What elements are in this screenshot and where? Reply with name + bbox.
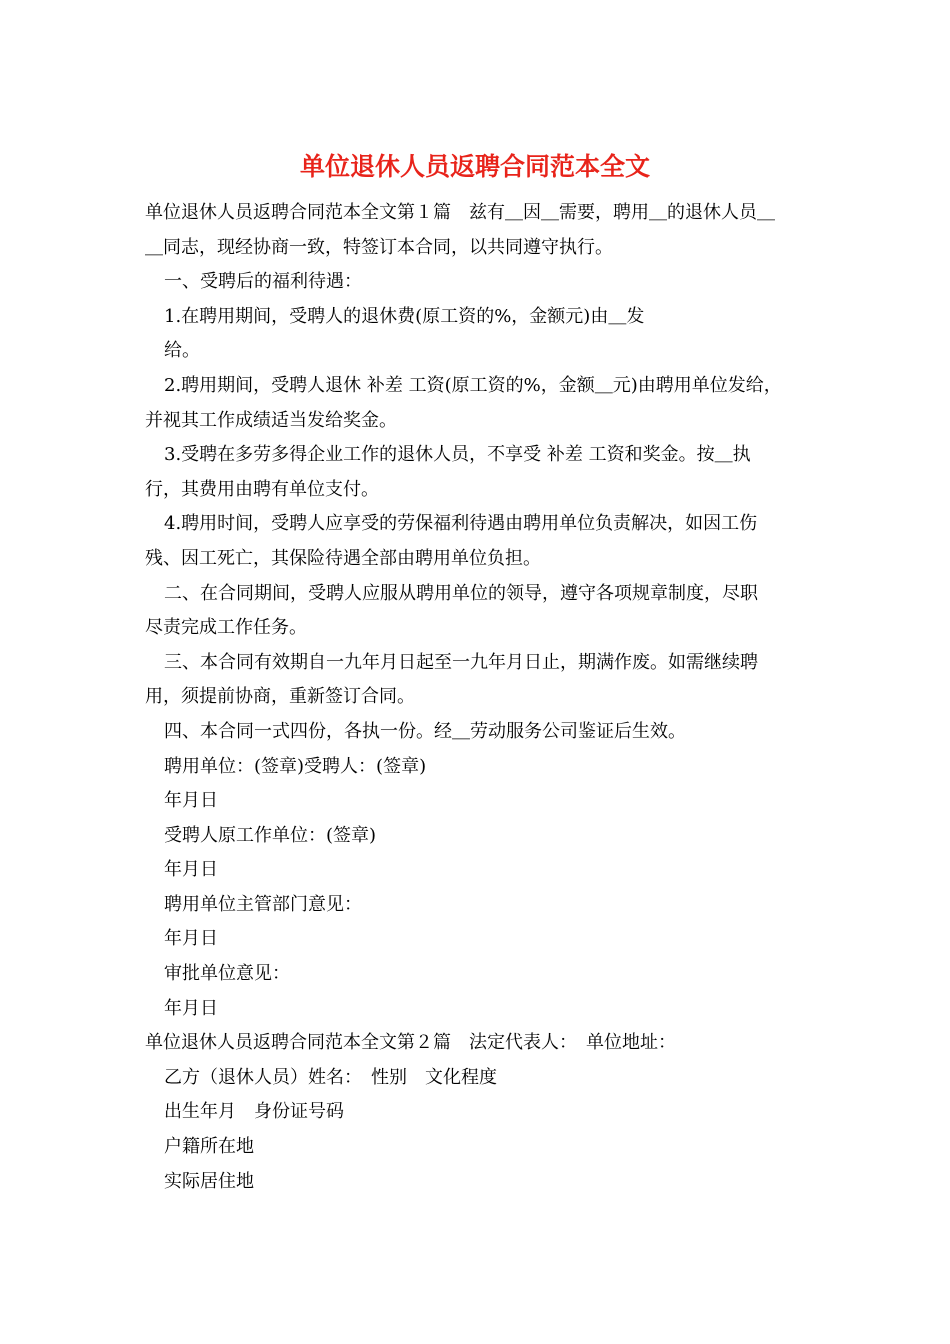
form-field-line: 出生年月 身份证号码 <box>164 1101 344 1123</box>
paragraph-line: 4.聘用时间，受聘人应享受的劳保福利待遇由聘用单位负责解决，如因工伤 <box>164 513 758 535</box>
date-line: 年月日 <box>164 997 218 1019</box>
date-line: 年月日 <box>164 859 218 881</box>
paragraph-line: 尽责完成工作任务。 <box>145 617 307 639</box>
document-title: 单位退休人员返聘合同范本全文 <box>299 152 650 181</box>
paragraph-line: 用，须提前协商，重新签订合同。 <box>145 686 415 708</box>
paragraph-line: 2.聘用期间，受聘人退休 补差 工资(原工资的%，金额＿元)由聘用单位发给， <box>164 374 782 396</box>
signature-line: 受聘人原工作单位：(签章) <box>164 824 377 846</box>
form-field-line: 户籍所在地 <box>164 1136 254 1158</box>
opinion-line: 聘用单位主管部门意见： <box>164 893 362 915</box>
signature-line: 聘用单位：(签章)受聘人：(签章) <box>164 755 427 777</box>
form-field-line: 实际居住地 <box>164 1170 254 1192</box>
paragraph-line: 二、在合同期间，受聘人应服从聘用单位的领导，遵守各项规章制度，尽职 <box>164 582 758 604</box>
date-line: 年月日 <box>164 928 218 950</box>
date-line: 年月日 <box>164 790 218 812</box>
paragraph-line: 1.在聘用期间，受聘人的退休费(原工资的%，金额元)由＿发 <box>164 305 645 327</box>
paragraph-line: 单位退休人员返聘合同范本全文第１篇 兹有＿因＿需要，聘用＿的退休人员＿ <box>145 202 775 223</box>
paragraph-line: 3.受聘在多劳多得企业工作的退休人员，不享受 补差 工资和奖金。按＿执 <box>164 444 751 466</box>
paragraph-line: 三、本合同有效期自一九年月日起至一九年月日止，期满作废。如需继续聘 <box>164 651 758 673</box>
paragraph-line: 四、本合同一式四份，各执一份。经＿劳动服务公司鉴证后生效。 <box>164 720 686 742</box>
paragraph-line: 并视其工作成绩适当发给奖金。 <box>145 409 397 431</box>
form-field-line: 乙方（退休人员）姓名： 性别 文化程度 <box>164 1066 497 1088</box>
paragraph-line: 单位退休人员返聘合同范本全文第２篇 法定代表人： 单位地址： <box>145 1032 676 1054</box>
paragraph-line: ＿同志，现经协商一致，特签订本合同，以共同遵守执行。 <box>145 236 613 258</box>
opinion-line: 审批单位意见： <box>164 963 290 985</box>
paragraph-line: 给。 <box>164 340 200 362</box>
paragraph-line: 行，其费用由聘有单位支付。 <box>145 478 379 500</box>
paragraph-line: 残、因工死亡，其保险待遇全部由聘用单位负担。 <box>145 547 541 569</box>
document-body <box>145 196 815 1199</box>
paragraph-line: 一、受聘后的福利待遇： <box>164 271 362 293</box>
